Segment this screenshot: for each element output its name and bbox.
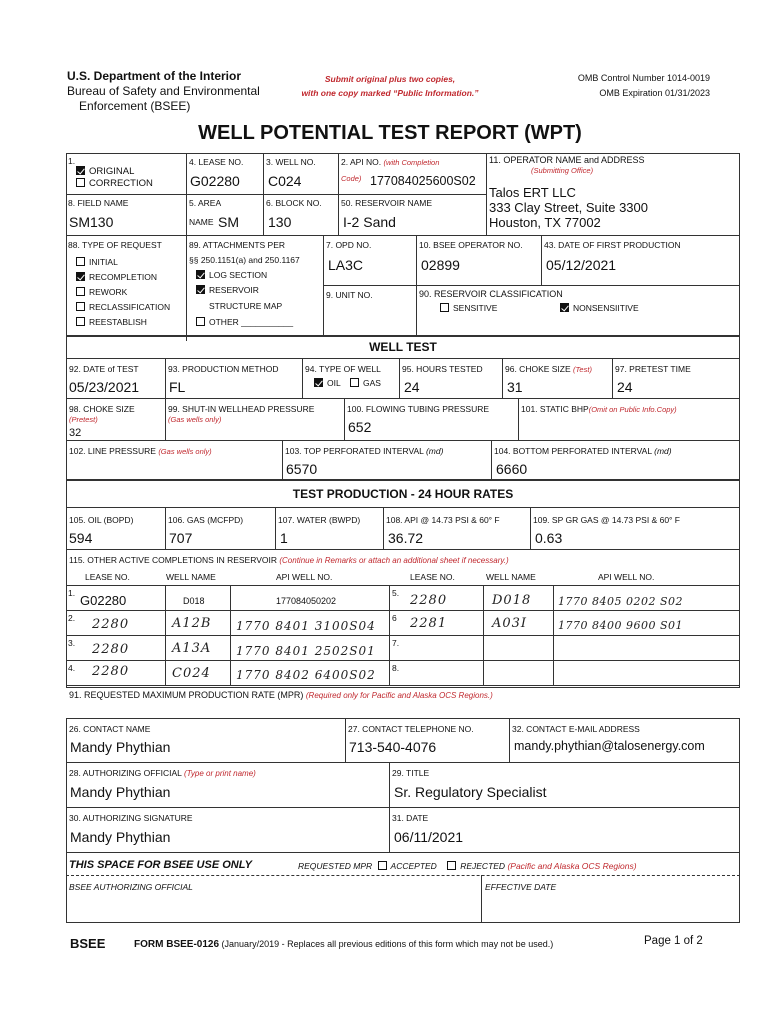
- field-name-value[interactable]: SM130: [69, 214, 114, 230]
- agency-line1: U.S. Department of the Interior: [67, 69, 242, 83]
- api-no-note2: Code): [341, 174, 362, 183]
- request-reclassification-box[interactable]: [76, 302, 85, 311]
- api-no-label-text: 2. API NO.: [341, 157, 382, 167]
- original-checkbox-box[interactable]: [76, 166, 85, 175]
- effective-date-label: EFFECTIVE DATE: [485, 882, 557, 892]
- sign-date-label: 31. DATE: [392, 813, 429, 823]
- static-bhp-label: [521, 404, 677, 415]
- rejected-label: REJECTED: [460, 861, 506, 871]
- sp-gr-gas-label: 109. SP GR GAS @ 14.73 PSI & 60° F: [533, 515, 680, 525]
- completions-label-text: 115. OTHER ACTIVE COMPLETIONS IN RESERVOIR: [69, 555, 277, 565]
- oil-rate-label: 105. OIL (BOPD): [69, 515, 134, 525]
- submit-line2: with one copy marked “Public Information.”: [301, 88, 479, 98]
- operator-label: 11. OPERATOR NAME and ADDRESS: [489, 155, 645, 165]
- completion-api[interactable]: 1770 8405 0202 S02: [558, 595, 684, 608]
- contact-phone-value[interactable]: 713-540-4076: [349, 739, 437, 755]
- production-method-label: 93. PRODUCTION METHOD: [168, 364, 279, 374]
- api-gravity-value[interactable]: 36.72: [388, 530, 424, 546]
- request-rework-label: REWORK: [89, 287, 128, 297]
- well-no-value[interactable]: C024: [268, 173, 302, 189]
- request-reestablish-box[interactable]: [76, 317, 85, 326]
- top-perf-value[interactable]: 6570: [286, 461, 318, 477]
- request-recompletion[interactable]: [76, 272, 157, 282]
- static-bhp-label-text: 101. STATIC BHP: [521, 404, 589, 414]
- completion-num: 4.: [68, 663, 76, 673]
- authorizing-official-label-text: 28. AUTHORIZING OFFICIAL: [69, 768, 182, 778]
- completion-lease[interactable]: 2280: [410, 593, 448, 608]
- block-no-value[interactable]: 130: [268, 214, 292, 230]
- unit-no-label: 9. UNIT NO.: [326, 290, 373, 300]
- pretest-choke-value[interactable]: 32: [69, 427, 82, 439]
- well-type-gas-label: GAS: [363, 378, 381, 388]
- signature-value[interactable]: Mandy Phythian: [70, 829, 171, 845]
- attach-map-label2: STRUCTURE MAP: [209, 301, 283, 311]
- well-test-heading: WELL TEST: [369, 340, 437, 354]
- top-perf-note: (md): [425, 446, 444, 456]
- api-gravity-label: 108. API @ 14.73 PSI & 60° F: [386, 515, 500, 525]
- request-initial-label: INITIAL: [89, 257, 118, 267]
- well-type-label: 94. TYPE OF WELL: [305, 364, 381, 374]
- rejected-note: (Pacific and Alaska OCS Regions): [507, 861, 637, 871]
- well-type-oil-label: OIL: [327, 378, 341, 388]
- completion-num: 5.: [392, 588, 400, 598]
- attach-other-label: OTHER ___________: [209, 317, 294, 327]
- authorizing-official-value[interactable]: Mandy Phythian: [70, 784, 171, 800]
- class-nonsensitive-label: NONSENSIITIVE: [573, 303, 639, 313]
- omb-block: [545, 71, 710, 101]
- request-rework[interactable]: [76, 287, 127, 297]
- shutin-pressure-note: (Gas wells only): [168, 415, 222, 424]
- water-rate-value[interactable]: 1: [280, 530, 288, 546]
- completion-api[interactable]: 1770 8400 9600 S01: [558, 619, 684, 632]
- request-reestablish-label: REESTABLISH: [89, 317, 147, 327]
- reservoir-name-value[interactable]: I-2 Sand: [343, 214, 396, 230]
- bsee-mpr-row: [298, 861, 637, 871]
- col-lease-left: LEASE NO.: [85, 572, 130, 582]
- test-date-value[interactable]: 05/23/2021: [69, 379, 140, 395]
- bottom-perf-value[interactable]: 6660: [496, 461, 528, 477]
- bottom-perf-label: [494, 446, 672, 456]
- footer-form-number: FORM BSEE-0126: [134, 939, 220, 950]
- class-sensitive-label: SENSITIVE: [453, 303, 498, 313]
- request-initial[interactable]: [76, 257, 118, 267]
- attach-log-box[interactable]: [196, 270, 205, 279]
- class-sensitive-box[interactable]: [440, 303, 449, 312]
- footer-bsee: BSEE: [70, 936, 106, 951]
- lease-no-label: 4. LEASE NO.: [189, 157, 244, 167]
- bottom-perf-label-text: 104. BOTTOM PERFORATED INTERVAL: [494, 446, 652, 456]
- sign-date-value[interactable]: 06/11/2021: [394, 829, 464, 845]
- correction-checkbox[interactable]: [76, 178, 153, 189]
- completion-num: 7.: [392, 638, 400, 648]
- test-date-label: 92. DATE of TEST: [69, 364, 139, 374]
- choke-size-label-text: 96. CHOKE SIZE: [505, 364, 571, 374]
- attachments-ref: §§ 250.1151(a) and 250.1167: [189, 255, 300, 265]
- well-type-gas-box[interactable]: [350, 378, 359, 387]
- completion-well[interactable]: C024: [172, 666, 211, 681]
- completion-num: 2.: [68, 613, 76, 623]
- operator-addr1[interactable]: 333 Clay Street, Suite 3300: [489, 200, 648, 215]
- static-bhp-note: (Omit on Public Info.Copy): [588, 405, 677, 414]
- col-api-right: API WELL NO.: [598, 572, 655, 582]
- flowing-pressure-value[interactable]: 652: [348, 419, 372, 435]
- completions-label: [69, 555, 509, 566]
- col-lease-right: LEASE NO.: [410, 572, 455, 582]
- sp-gr-gas-value[interactable]: 0.63: [535, 530, 563, 546]
- lease-no-value[interactable]: G02280: [190, 173, 240, 189]
- completion-num: 3.: [68, 638, 76, 648]
- class-nonsensitive[interactable]: [560, 303, 639, 313]
- top-perf-label-text: 103. TOP PERFORATED INTERVAL: [285, 446, 424, 456]
- line-pressure-label: [69, 446, 212, 457]
- top-perf-label: [285, 446, 443, 456]
- completion-api[interactable]: 177084050202: [276, 596, 337, 606]
- request-type-label: 88. TYPE OF REQUEST: [68, 240, 162, 250]
- attach-log-label: LOG SECTION: [209, 270, 268, 280]
- operator-note: (Submitting Office): [531, 166, 594, 175]
- well-type-oil-box[interactable]: [314, 378, 323, 387]
- class-sensitive[interactable]: [440, 303, 497, 313]
- area-label: 5. AREA: [189, 198, 222, 208]
- original-label: ORIGINAL: [89, 166, 135, 177]
- production-method-value[interactable]: FL: [169, 379, 186, 395]
- completion-lease[interactable]: 2281: [410, 616, 448, 631]
- shutin-pressure-label: 99. SHUT-IN WELLHEAD PRESSURE: [168, 404, 315, 414]
- pretest-choke-note: (Pretest): [69, 415, 98, 424]
- attach-other[interactable]: [196, 317, 293, 327]
- first-production-value[interactable]: 05/12/2021: [546, 257, 617, 273]
- first-production-label: 43. DATE OF FIRST PRODUCTION: [544, 240, 681, 250]
- title-label: 29. TITLE: [392, 768, 430, 778]
- bsee-use-heading: THIS SPACE FOR BSEE USE ONLY: [69, 859, 252, 871]
- correction-label: CORRECTION: [89, 178, 153, 189]
- submit-instructions: [275, 72, 505, 100]
- submit-line1: Submit original plus two copies,: [324, 74, 456, 84]
- completion-api[interactable]: 1770 8401 2502S01: [236, 644, 376, 658]
- request-initial-box[interactable]: [76, 257, 85, 266]
- attachments-label: 89. ATTACHMENTS PER: [189, 240, 286, 250]
- signature-label: 30. AUTHORIZING SIGNATURE: [69, 813, 193, 823]
- api-no-value[interactable]: 177084025600S02: [370, 174, 476, 188]
- flowing-pressure-label: 100. FLOWING TUBING PRESSURE: [347, 404, 490, 414]
- omb-control: OMB Control Number 1014-0019: [577, 73, 710, 83]
- attach-log-section[interactable]: [196, 270, 267, 280]
- line-pressure-label-text: 102. LINE PRESSURE: [69, 446, 156, 456]
- field-name-label: 8. FIELD NAME: [68, 198, 129, 208]
- request-recompletion-box[interactable]: [76, 272, 85, 281]
- gas-rate-value[interactable]: 707: [169, 530, 193, 546]
- completion-num: 8.: [392, 663, 400, 673]
- title-value[interactable]: Sr. Regulatory Specialist: [394, 784, 547, 800]
- water-rate-label: 107. WATER (BWPD): [278, 515, 361, 525]
- completion-api[interactable]: 1770 8401 3100S04: [236, 619, 376, 633]
- choke-size-note: (Test): [573, 365, 592, 374]
- accepted-checkbox[interactable]: [378, 861, 387, 870]
- completion-lease[interactable]: 2280: [92, 664, 130, 679]
- production-grid: [66, 480, 740, 688]
- agency-block: [67, 69, 260, 114]
- attach-map-box[interactable]: [196, 285, 205, 294]
- well-type-gas[interactable]: [350, 378, 381, 388]
- contact-email-value[interactable]: mandy.phythian@talosenergy.com: [514, 739, 705, 753]
- pretest-time-value[interactable]: 24: [617, 379, 633, 395]
- oil-rate-value[interactable]: 594: [69, 530, 93, 546]
- agency-line3: Enforcement (BSEE): [79, 99, 191, 113]
- omb-expiration: OMB Expiration 01/31/2023: [599, 88, 710, 98]
- completion-num: 6: [392, 613, 397, 623]
- completion-lease[interactable]: G02280: [80, 593, 127, 608]
- line-pressure-note: (Gas wells only): [158, 447, 212, 456]
- request-rework-box[interactable]: [76, 287, 85, 296]
- operator-name[interactable]: Talos ERT LLC: [489, 185, 576, 200]
- footer-form: [134, 939, 553, 950]
- class-nonsensitive-box[interactable]: [560, 303, 569, 312]
- correction-checkbox-box[interactable]: [76, 178, 85, 187]
- attach-map-label1: RESERVOIR: [209, 285, 259, 295]
- gas-rate-label: 106. GAS (MCFPD): [168, 515, 244, 525]
- hours-tested-value[interactable]: 24: [404, 379, 420, 395]
- api-no-label: [341, 157, 439, 168]
- pretest-time-label: 97. PRETEST TIME: [615, 364, 691, 374]
- footer-form-note: (January/2019 - Replaces all previous editions of this form which may not be used.): [221, 939, 554, 949]
- mpr-label: [69, 690, 493, 701]
- completion-lease[interactable]: 2280: [92, 617, 130, 632]
- api-no-note1: (with Completion: [383, 158, 440, 167]
- accepted-label: ACCEPTED: [390, 861, 437, 871]
- col-api-left: API WELL NO.: [276, 572, 333, 582]
- completion-well[interactable]: D018: [492, 593, 532, 608]
- col-well-right: WELL NAME: [486, 572, 536, 582]
- completion-num: 1.: [68, 588, 76, 598]
- rejected-checkbox[interactable]: [447, 861, 456, 870]
- well-no-label: 3. WELL NO.: [266, 157, 316, 167]
- block-no-label: 6. BLOCK NO.: [266, 198, 322, 208]
- section-1-num: 1.: [68, 156, 76, 166]
- opd-no-value[interactable]: LA3C: [328, 257, 364, 273]
- bsee-dashed-divider: [66, 875, 740, 876]
- bottom-perf-note: (md): [654, 446, 672, 456]
- operator-addr2[interactable]: Houston, TX 77002: [489, 215, 601, 230]
- request-reclassification[interactable]: [76, 302, 170, 312]
- opd-no-label: 7. OPD NO.: [326, 240, 372, 250]
- contact-name-value[interactable]: Mandy Phythian: [70, 739, 171, 755]
- bsee-official-label: BSEE AUTHORIZING OFFICIAL: [69, 882, 193, 892]
- area-name-label: NAME: [189, 217, 214, 227]
- request-reestablish[interactable]: [76, 317, 147, 327]
- hours-tested-label: 95. HOURS TESTED: [402, 364, 483, 374]
- completion-well[interactable]: A12B: [172, 616, 212, 631]
- choke-size-label: [505, 364, 592, 375]
- col-well-left: WELL NAME: [166, 572, 216, 582]
- form-title: WELL POTENTIAL TEST REPORT (WPT): [198, 122, 582, 144]
- completion-well[interactable]: D018: [183, 596, 205, 606]
- choke-size-value[interactable]: 31: [507, 379, 523, 395]
- attach-reservoir-map[interactable]: [196, 285, 259, 295]
- requested-mpr-label: REQUESTED MPR: [298, 861, 373, 871]
- request-reclassification-label: RECLASSIFICATION: [89, 302, 171, 312]
- agency-line2: Bureau of Safety and Environmental: [67, 84, 260, 98]
- mpr-note: (Required only for Pacific and Alaska OCS Regions.): [305, 691, 493, 700]
- completion-well[interactable]: A13A: [172, 641, 212, 656]
- footer-page: Page 1 of 2: [644, 935, 703, 947]
- authorizing-official-label: [69, 768, 256, 779]
- bsee-operator-label: 10. BSEE OPERATOR NO.: [419, 240, 523, 250]
- area-value[interactable]: SM: [218, 214, 239, 230]
- request-recompletion-label: RECOMPLETION: [89, 272, 158, 282]
- reservoir-class-label: 90. RESERVOIR CLASSIFICATION: [419, 289, 563, 299]
- bsee-operator-value[interactable]: 02899: [421, 257, 460, 273]
- well-type-oil[interactable]: [314, 378, 341, 388]
- contact-name-label: 26. CONTACT NAME: [69, 724, 151, 734]
- completion-api[interactable]: 1770 8402 6400S02: [236, 668, 376, 682]
- production-heading: TEST PRODUCTION - 24 HOUR RATES: [292, 487, 514, 501]
- completions-note: (Continue in Remarks or attach an additional sheet if necessary.): [279, 556, 509, 565]
- pretest-choke-label: 98. CHOKE SIZE: [69, 404, 135, 414]
- authorizing-official-note: (Type or print name): [183, 769, 256, 778]
- completion-lease[interactable]: 2280: [92, 642, 130, 657]
- attach-other-box[interactable]: [196, 317, 205, 326]
- contact-phone-label: 27. CONTACT TELEPHONE NO.: [348, 724, 474, 734]
- completion-well[interactable]: A03I: [492, 616, 528, 631]
- contact-email-label: 32. CONTACT E-MAIL ADDRESS: [512, 724, 640, 734]
- reservoir-name-label: 50. RESERVOIR NAME: [341, 198, 433, 208]
- original-checkbox[interactable]: [76, 166, 134, 177]
- mpr-label-text: 91. REQUESTED MAXIMUM PRODUCTION RATE (MPR): [69, 690, 304, 700]
